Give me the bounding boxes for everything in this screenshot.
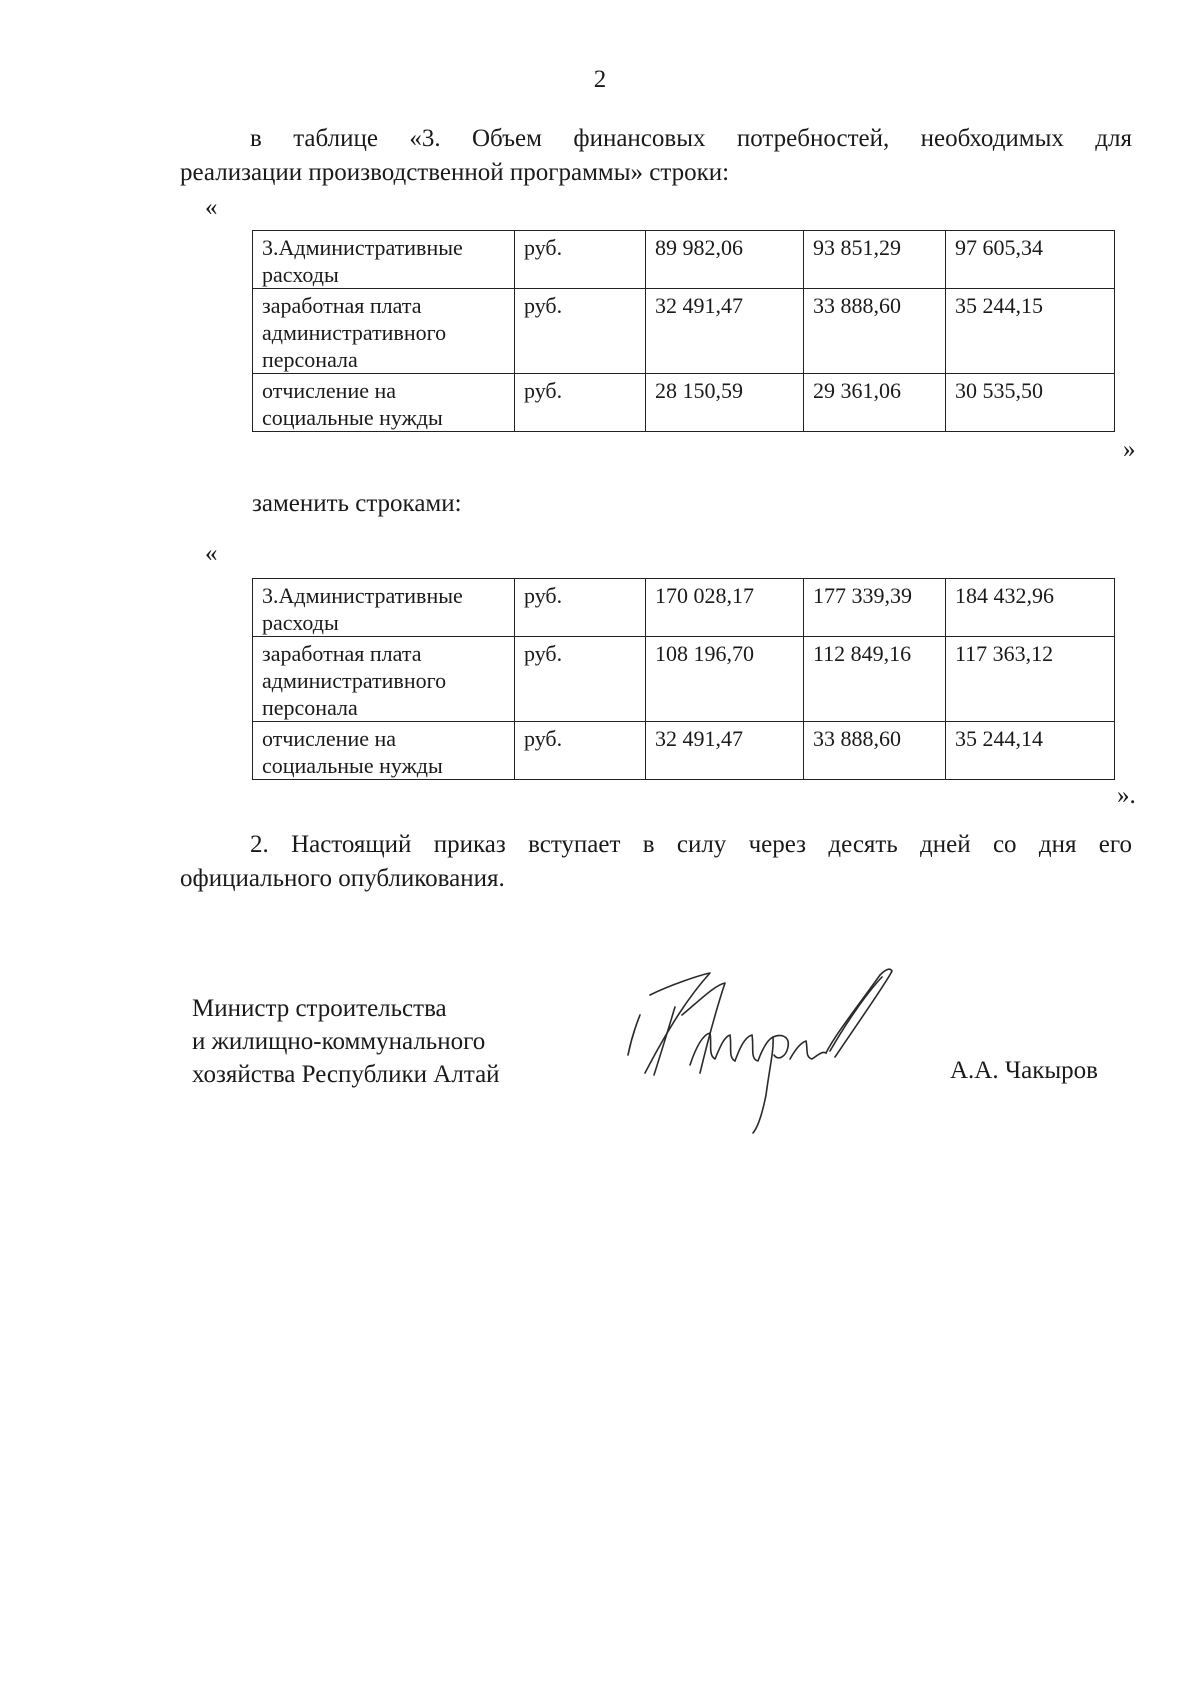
row-unit: руб. bbox=[515, 722, 646, 780]
row-unit: руб. bbox=[515, 637, 646, 722]
row-value-2: 177 339,39 bbox=[804, 579, 946, 637]
handwritten-signature bbox=[620, 955, 900, 1135]
replace-text: заменить строками: bbox=[252, 490, 462, 517]
intro-line-1: в таблице «3. Объем финансовых потребностей, необходимых для bbox=[250, 125, 1132, 152]
row-value-3: 35 244,14 bbox=[946, 722, 1115, 780]
row-value-2: 33 888,60 bbox=[804, 289, 946, 374]
open-quote-1: « bbox=[205, 194, 218, 221]
table-row bbox=[253, 579, 1115, 637]
row-value-2: 112 849,16 bbox=[804, 637, 946, 722]
row-name: отчисление на социальные нужды bbox=[253, 722, 515, 780]
row-value-3: 30 535,50 bbox=[946, 374, 1115, 432]
row-value-1: 28 150,59 bbox=[646, 374, 804, 432]
intro-line-2: реализации производственной программы» строки: bbox=[180, 159, 730, 186]
close-quote-1: » bbox=[1123, 436, 1136, 463]
table-row bbox=[253, 289, 1115, 374]
clause-2-line-1: 2. Настоящий приказ вступает в силу через десять дней со дня его bbox=[250, 831, 1132, 858]
row-name: отчисление на социальные нужды bbox=[253, 374, 515, 432]
open-quote-2: « bbox=[205, 540, 218, 567]
table-row bbox=[253, 637, 1115, 722]
clause-2-line-2: официального опубликования. bbox=[180, 865, 505, 892]
row-name: 3.Административные расходы bbox=[253, 231, 515, 289]
row-value-2: 33 888,60 bbox=[804, 722, 946, 780]
row-value-2: 29 361,06 bbox=[804, 374, 946, 432]
row-name: 3.Административные расходы bbox=[253, 579, 515, 637]
row-value-3: 97 605,34 bbox=[946, 231, 1115, 289]
row-name: заработная плата административного персонала bbox=[253, 289, 515, 374]
table-row bbox=[253, 722, 1115, 780]
row-value-1: 170 028,17 bbox=[646, 579, 804, 637]
new-rows-table bbox=[252, 578, 1115, 780]
signatory-title-line-3: хозяйства Республики Алтай bbox=[192, 1061, 500, 1088]
page-number: 2 bbox=[593, 66, 607, 93]
row-value-3: 117 363,12 bbox=[946, 637, 1115, 722]
row-value-1: 89 982,06 bbox=[646, 231, 804, 289]
signer-name: А.А. Чакыров bbox=[950, 1057, 1098, 1084]
row-unit: руб. bbox=[515, 231, 646, 289]
row-unit: руб. bbox=[515, 374, 646, 432]
row-name: заработная плата административного персонала bbox=[253, 637, 515, 722]
row-value-3: 35 244,15 bbox=[946, 289, 1115, 374]
intro-paragraph bbox=[180, 122, 1132, 190]
row-unit: руб. bbox=[515, 579, 646, 637]
row-unit: руб. bbox=[515, 289, 646, 374]
row-value-1: 32 491,47 bbox=[646, 722, 804, 780]
row-value-3: 184 432,96 bbox=[946, 579, 1115, 637]
old-rows-table bbox=[252, 230, 1115, 432]
table-row bbox=[253, 231, 1115, 289]
table-row bbox=[253, 374, 1115, 432]
row-value-1: 32 491,47 bbox=[646, 289, 804, 374]
signatory-title bbox=[192, 992, 500, 1091]
close-quote-2: ». bbox=[1117, 782, 1136, 809]
row-value-2: 93 851,29 bbox=[804, 231, 946, 289]
clause-2-paragraph bbox=[180, 828, 1132, 896]
signatory-title-line-2: и жилищно-коммунального bbox=[192, 1028, 486, 1055]
signatory-title-line-1: Министр строительства bbox=[192, 995, 447, 1022]
row-value-1: 108 196,70 bbox=[646, 637, 804, 722]
